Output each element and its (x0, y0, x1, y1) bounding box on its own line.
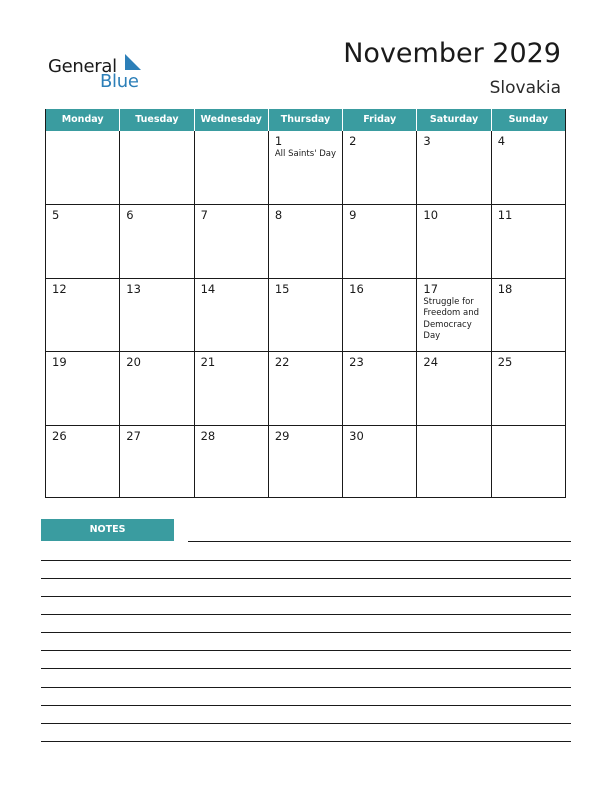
day-cell (46, 352, 120, 424)
notes-label: NOTES (41, 519, 174, 541)
day-cell (120, 352, 194, 424)
note-line (188, 541, 571, 542)
day-cell (417, 279, 491, 351)
day-number: 25 (497, 355, 513, 370)
day-number: 13 (126, 281, 141, 296)
day-cell (343, 352, 417, 424)
day-number: 4 (497, 134, 506, 148)
day-number: 11 (497, 208, 513, 223)
note-line (41, 650, 571, 651)
day-number: 30 (349, 428, 364, 443)
logo-word-blue: Blue (100, 71, 139, 92)
logo-word-general: General (48, 56, 117, 77)
weekday-header: Thursday (269, 109, 343, 131)
day-number: 18 (497, 281, 513, 296)
day-cell (492, 205, 565, 277)
weekday-header: Friday (343, 109, 417, 131)
note-line (41, 668, 571, 669)
calendar-weeks (46, 131, 565, 498)
day-number: 8 (274, 208, 283, 223)
day-number: 16 (349, 281, 364, 296)
calendar-week-row (46, 351, 565, 424)
day-cell (343, 131, 417, 204)
note-line (41, 560, 571, 561)
day-number: 2 (349, 134, 357, 148)
day-number: 22 (274, 355, 290, 370)
day-number: 26 (52, 428, 67, 443)
calendar-week-row (46, 204, 565, 277)
day-number: 17 (423, 281, 439, 296)
day-cell (343, 426, 417, 498)
day-cell (269, 352, 343, 424)
day-number: 21 (200, 355, 216, 370)
day-cell (417, 131, 491, 204)
day-cell (269, 131, 343, 204)
general-blue-logo (48, 52, 158, 92)
day-number: 9 (349, 208, 357, 223)
note-line (41, 723, 571, 724)
calendar-week-row (46, 425, 565, 498)
note-line (41, 578, 571, 579)
day-cell (46, 131, 120, 204)
day-cell (195, 279, 269, 351)
note-line (41, 632, 571, 633)
calendar-week-row (46, 278, 565, 351)
day-number: 29 (274, 428, 290, 443)
day-cell (492, 279, 565, 351)
month-year-title: November 2029 (343, 38, 561, 69)
day-number: 20 (126, 355, 141, 370)
day-number: 24 (423, 355, 439, 370)
country-name: Slovakia (489, 78, 561, 98)
day-cell (269, 205, 343, 277)
day-cell (417, 205, 491, 277)
day-cell (195, 131, 269, 204)
note-line (41, 614, 571, 615)
note-line (41, 705, 571, 706)
day-number: 28 (200, 428, 216, 443)
day-cell (417, 426, 491, 498)
day-cell (120, 426, 194, 498)
day-cell (343, 205, 417, 277)
note-line (41, 687, 571, 688)
day-cell (343, 279, 417, 351)
day-number: 15 (274, 281, 290, 296)
note-line (41, 596, 571, 597)
day-cell (195, 352, 269, 424)
calendar-grid (45, 109, 566, 498)
day-cell (492, 426, 565, 498)
weekday-header: Wednesday (195, 109, 269, 131)
day-cell (46, 205, 120, 277)
calendar-week-row (46, 131, 565, 204)
day-number: 14 (200, 281, 216, 296)
day-number: 10 (423, 208, 439, 223)
day-cell (120, 279, 194, 351)
holiday-label: All Saints' Day (274, 149, 337, 159)
day-number: 1 (274, 134, 283, 148)
holiday-label: Struggle for Freedom and Democracy Day (423, 296, 480, 342)
day-cell (492, 352, 565, 424)
day-cell (492, 131, 565, 204)
day-number: 6 (126, 208, 134, 223)
day-number: 12 (52, 281, 67, 296)
day-cell (195, 205, 269, 277)
day-number: 7 (200, 208, 208, 223)
day-cell (46, 426, 120, 498)
day-cell (269, 426, 343, 498)
day-number: 23 (349, 355, 364, 370)
day-number: 5 (52, 208, 60, 223)
weekday-header-row (46, 109, 565, 131)
weekday-header: Sunday (508, 114, 549, 125)
day-cell (417, 352, 491, 424)
weekday-header: Tuesday (120, 109, 194, 131)
weekday-header: Monday (46, 109, 120, 131)
day-cell (120, 131, 194, 204)
day-cell (195, 426, 269, 498)
day-number: 3 (423, 134, 431, 148)
day-cell (120, 205, 194, 277)
day-number: 27 (126, 428, 141, 443)
note-line (41, 741, 571, 742)
day-number: 19 (52, 355, 67, 370)
day-cell (269, 279, 343, 351)
logo-triangle-icon (123, 52, 143, 72)
weekday-header: Saturday (417, 109, 491, 131)
day-cell (46, 279, 120, 351)
